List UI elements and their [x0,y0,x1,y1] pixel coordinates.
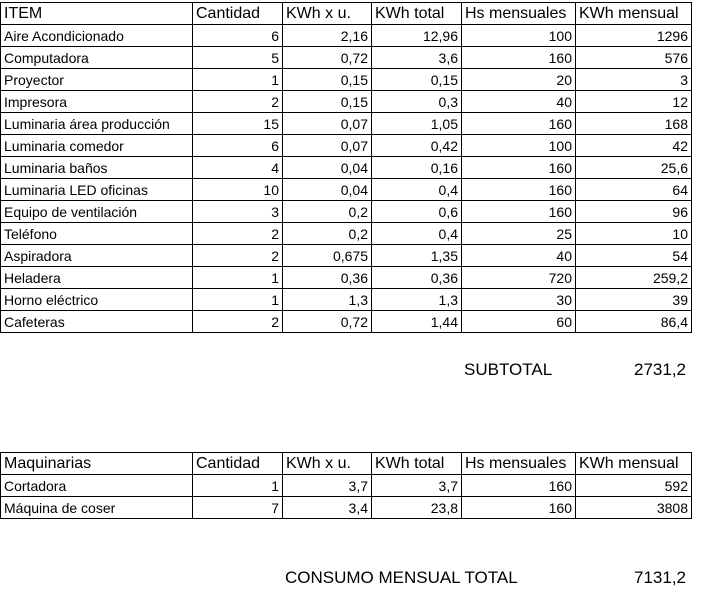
item-name-cell: Aire Acondicionado [1,25,193,47]
item-name-cell: Horno eléctrico [1,289,193,311]
value-cell: 7 [193,497,283,519]
value-cell: 25 [462,223,576,245]
item-row [1,157,692,179]
value-cell: 3,6 [372,47,462,69]
value-cell: 100 [462,135,576,157]
value-cell: 64 [576,179,692,201]
item-name-cell: Heladera [1,267,193,289]
value-cell: 259,2 [576,267,692,289]
value-cell: 3 [193,201,283,223]
item-name-cell: Equipo de ventilación [1,201,193,223]
item-name-cell: Impresora [1,91,193,113]
value-cell: 3 [576,69,692,91]
value-cell: 576 [576,47,692,69]
value-cell: 160 [462,157,576,179]
value-cell: 1,3 [372,289,462,311]
column-header: Cantidad [193,3,283,25]
items-header-row [1,3,692,25]
column-header: Hs mensuales [462,3,576,25]
value-cell: 1,05 [372,113,462,135]
value-cell: 160 [462,201,576,223]
value-cell: 0,07 [283,113,372,135]
item-row [1,179,692,201]
value-cell: 2 [193,245,283,267]
item-row [1,289,692,311]
item-row [1,311,692,333]
value-cell: 2 [193,223,283,245]
value-cell: 1,35 [372,245,462,267]
value-cell: 160 [462,497,576,519]
value-cell: 1 [193,475,283,497]
value-cell: 54 [576,245,692,267]
machines-header-row [1,453,692,475]
value-cell: 3,4 [283,497,372,519]
value-cell: 720 [462,267,576,289]
items-table [0,2,692,333]
column-header: KWh total [372,3,462,25]
value-cell: 40 [462,91,576,113]
value-cell: 1,44 [372,311,462,333]
value-cell: 1 [193,289,283,311]
item-row [1,245,692,267]
value-cell: 592 [576,475,692,497]
item-name-cell: Proyector [1,69,193,91]
value-cell: 0,04 [283,157,372,179]
item-name-cell: Cortadora [1,475,193,497]
column-header: KWh mensual [576,3,692,25]
item-row [1,91,692,113]
item-name-cell: Máquina de coser [1,497,193,519]
value-cell: 0,07 [283,135,372,157]
value-cell: 15 [193,113,283,135]
value-cell: 23,8 [372,497,462,519]
value-cell: 86,4 [576,311,692,333]
value-cell: 1 [193,267,283,289]
value-cell: 39 [576,289,692,311]
column-header: Cantidad [193,453,283,475]
item-row [1,201,692,223]
column-header: KWh x u. [283,453,372,475]
value-cell: 0,42 [372,135,462,157]
value-cell: 25,6 [576,157,692,179]
value-cell: 0,72 [283,311,372,333]
value-cell: 0,36 [283,267,372,289]
item-row [1,267,692,289]
subtotal-label: SUBTOTAL [464,360,553,379]
item-row [1,113,692,135]
value-cell: 0,36 [372,267,462,289]
item-name-cell: Aspiradora [1,245,193,267]
column-header: Hs mensuales [462,453,576,475]
machine-row [1,497,692,519]
value-cell: 2,16 [283,25,372,47]
value-cell: 96 [576,201,692,223]
value-cell: 1,3 [283,289,372,311]
value-cell: 160 [462,113,576,135]
item-row [1,135,692,157]
column-header: KWh total [372,453,462,475]
value-cell: 20 [462,69,576,91]
value-cell: 168 [576,113,692,135]
item-name-cell: Luminaria comedor [1,135,193,157]
value-cell: 0,675 [283,245,372,267]
value-cell: 0,72 [283,47,372,69]
total-value: 7131,2 [634,568,686,587]
value-cell: 0,4 [372,223,462,245]
value-cell: 0,4 [372,179,462,201]
value-cell: 5 [193,47,283,69]
item-row [1,25,692,47]
machine-row [1,475,692,497]
value-cell: 6 [193,25,283,47]
value-cell: 0,15 [283,91,372,113]
value-cell: 2 [193,311,283,333]
value-cell: 30 [462,289,576,311]
subtotal-value: 2731,2 [634,360,686,379]
item-name-cell: Luminaria baños [1,157,193,179]
value-cell: 4 [193,157,283,179]
value-cell: 1 [193,69,283,91]
item-row [1,69,692,91]
item-name-cell: Cafeteras [1,311,193,333]
value-cell: 0,2 [283,223,372,245]
value-cell: 60 [462,311,576,333]
value-cell: 0,16 [372,157,462,179]
item-name-cell: Luminaria LED oficinas [1,179,193,201]
value-cell: 0,6 [372,201,462,223]
value-cell: 0,04 [283,179,372,201]
item-row [1,47,692,69]
value-cell: 12 [576,91,692,113]
item-name-cell: Teléfono [1,223,193,245]
value-cell: 3808 [576,497,692,519]
value-cell: 40 [462,245,576,267]
value-cell: 12,96 [372,25,462,47]
item-name-cell: Computadora [1,47,193,69]
item-row [1,223,692,245]
value-cell: 0,15 [372,69,462,91]
value-cell: 0,3 [372,91,462,113]
column-header: KWh mensual [576,453,692,475]
total-label: CONSUMO MENSUAL TOTAL [285,568,518,587]
value-cell: 3,7 [372,475,462,497]
value-cell: 42 [576,135,692,157]
value-cell: 2 [193,91,283,113]
value-cell: 10 [576,223,692,245]
value-cell: 1296 [576,25,692,47]
column-header: ITEM [1,3,193,25]
value-cell: 0,15 [283,69,372,91]
item-name-cell: Luminaria área producción [1,113,193,135]
value-cell: 10 [193,179,283,201]
value-cell: 100 [462,25,576,47]
column-header: Maquinarias [1,453,193,475]
value-cell: 0,2 [283,201,372,223]
machines-table [0,452,692,519]
value-cell: 3,7 [283,475,372,497]
value-cell: 160 [462,47,576,69]
column-header: KWh x u. [283,3,372,25]
value-cell: 160 [462,475,576,497]
value-cell: 6 [193,135,283,157]
value-cell: 160 [462,179,576,201]
